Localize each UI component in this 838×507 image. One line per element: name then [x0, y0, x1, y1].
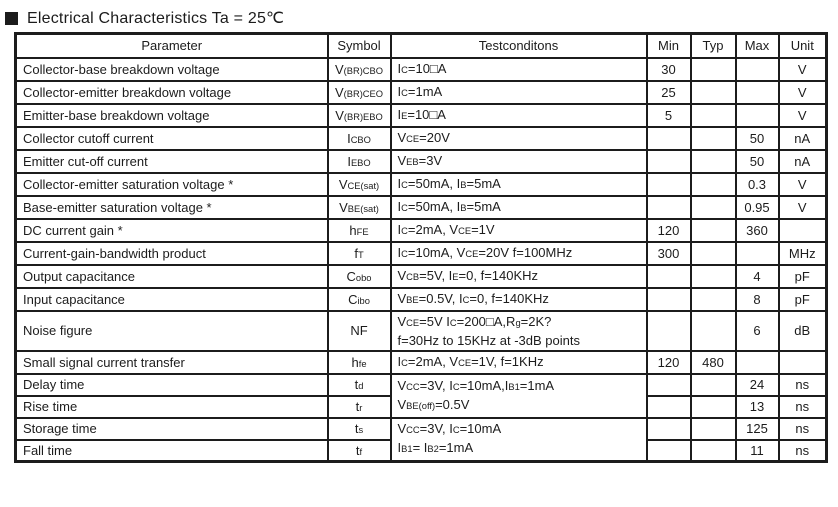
unit-cell: ns [779, 418, 827, 440]
max-cell [736, 104, 779, 127]
typ-cell [691, 374, 736, 396]
unit-cell: V [779, 173, 827, 196]
unit-cell: V [779, 196, 827, 219]
conditions-cell [391, 219, 647, 242]
conditions-cell [391, 173, 647, 196]
max-cell [736, 58, 779, 81]
max-cell: 0.95 [736, 196, 779, 219]
unit-cell: dB [779, 311, 827, 351]
table-row [16, 311, 827, 351]
condition-line: IC=2mA, VCE=1V [397, 221, 495, 237]
column-header-max: Max [736, 34, 779, 58]
condition-line: IC=10□A [397, 60, 447, 76]
typ-cell [691, 396, 736, 418]
electrical-characteristics-table [14, 32, 828, 463]
unit-cell: nA [779, 150, 827, 173]
subscript-text: (BR)CEO [343, 88, 384, 99]
subscript-text: obo [355, 272, 372, 283]
subscript-text: CE [406, 133, 420, 144]
symbol-cell: VBE(sat) [328, 196, 391, 219]
unit-cell: V [779, 104, 827, 127]
condition-line: IC=10mA, VCE=20V f=100MHz [397, 244, 573, 260]
subscript-text: B1 [401, 444, 413, 455]
conditions-cell [391, 127, 647, 150]
condition-line: VCE=20V [397, 129, 450, 145]
subscript-text: C [452, 381, 460, 392]
table-row [16, 81, 827, 104]
unit-cell: ns [779, 440, 827, 462]
min-cell: 5 [647, 104, 691, 127]
subscript-text: CE [465, 248, 479, 259]
conditions-cell [391, 311, 647, 351]
subscript-text: s [358, 425, 364, 435]
subscript-text: (BR)EBO [343, 111, 383, 122]
subscript-text: CE [458, 357, 472, 368]
unit-cell: ns [779, 396, 827, 418]
max-cell [736, 351, 779, 374]
condition-line: f=30Hz to 15KHz at -3dB points [397, 332, 580, 348]
condition-line: VBE(off)=0.5V [397, 396, 470, 412]
param-cell: Emitter cut-off current [16, 150, 328, 173]
conditions-cell [391, 196, 647, 219]
min-cell [647, 127, 691, 150]
condition-line: IC=1mA [397, 83, 443, 99]
table-row [16, 418, 827, 440]
param-cell: Collector-emitter saturation voltage * [16, 173, 328, 196]
subscript-text: EBO [350, 157, 371, 168]
max-cell [736, 242, 779, 265]
table-row [16, 242, 827, 265]
subscript-text: r [359, 403, 363, 413]
table-row [16, 150, 827, 173]
subscript-text: C [401, 87, 408, 98]
symbol-cell: VCE(sat) [328, 173, 391, 196]
subscript-text: d [358, 381, 364, 391]
conditions-cell [391, 265, 647, 288]
typ-cell [691, 219, 736, 242]
table-row [16, 58, 827, 81]
param-cell: Delay time [16, 374, 328, 396]
condition-line: IC=50mA, IB=5mA [397, 175, 501, 191]
typ-cell [691, 173, 736, 196]
table-row [16, 374, 827, 396]
min-cell [647, 396, 691, 418]
unit-cell: ns [779, 374, 827, 396]
section-bullet-icon [5, 12, 18, 25]
subscript-text: B [460, 202, 467, 213]
subscript-text: B1 [508, 381, 520, 392]
subscript-text: B [460, 179, 467, 190]
param-cell: Input capacitance [16, 288, 328, 311]
unit-cell: nA [779, 127, 827, 150]
param-cell: Storage time [16, 418, 328, 440]
symbol-cell: tf [328, 440, 391, 462]
condition-line: VEB=3V [397, 152, 443, 168]
symbol-cell: tr [328, 396, 391, 418]
min-cell: 120 [647, 351, 691, 374]
min-cell [647, 150, 691, 173]
table-row [16, 196, 827, 219]
subscript-text: ibo [357, 295, 370, 306]
typ-cell [691, 418, 736, 440]
table-row [16, 265, 827, 288]
symbol-cell: ICBO [328, 127, 391, 150]
param-cell: Emitter-base breakdown voltage [16, 104, 328, 127]
table-header [16, 34, 827, 58]
symbol-cell: td [328, 374, 391, 396]
typ-cell: 480 [691, 351, 736, 374]
max-cell: 0.3 [736, 173, 779, 196]
condition-line: VBE=0.5V, IC=0, f=140KHz [397, 290, 549, 306]
table-header-row [16, 34, 827, 58]
section-title-row [0, 0, 838, 29]
max-cell: 6 [736, 311, 779, 351]
min-cell [647, 196, 691, 219]
min-cell [647, 265, 691, 288]
param-cell: Collector-emitter breakdown voltage [16, 81, 328, 104]
conditions-cell [391, 351, 647, 374]
min-cell [647, 374, 691, 396]
column-header-typ: Typ [691, 34, 736, 58]
column-header-parameter: Parameter [16, 34, 328, 58]
condition-line: IC=2mA, VCE=1V, f=1KHz [397, 353, 544, 369]
subscript-text: C [449, 317, 457, 328]
symbol-cell: V(BR)EBO [328, 104, 391, 127]
subscript-text: B2 [427, 444, 439, 455]
condition-line: IE=10□A [397, 106, 446, 122]
param-cell: DC current gain * [16, 219, 328, 242]
subscript-text: C [462, 294, 470, 305]
condition-line: VCC=3V, IC=10mA [397, 421, 502, 437]
max-cell: 8 [736, 288, 779, 311]
page-title: Electrical Characteristics Ta = 25℃ [27, 10, 285, 27]
typ-cell [691, 440, 736, 462]
unit-cell: pF [779, 265, 827, 288]
subscript-text: C [401, 357, 408, 368]
symbol-cell: IEBO [328, 150, 391, 173]
symbol-cell: Cibo [328, 288, 391, 311]
column-header-testconditons: Testconditons [391, 34, 647, 58]
symbol-cell: Cobo [328, 265, 391, 288]
param-cell: Fall time [16, 440, 328, 462]
subscript-text: E [401, 110, 408, 121]
param-cell: Rise time [16, 396, 328, 418]
param-cell: Noise figure [16, 311, 328, 351]
subscript-text: CE [406, 317, 420, 328]
typ-cell [691, 311, 736, 351]
symbol-cell: ts [328, 418, 391, 440]
unit-cell: MHz [779, 242, 827, 265]
typ-cell [691, 196, 736, 219]
symbol-cell: hFE [328, 219, 391, 242]
typ-cell [691, 104, 736, 127]
subscript-text: f [359, 446, 363, 457]
param-cell: Output capacitance [16, 265, 328, 288]
param-cell: Small signal current transfer [16, 351, 328, 374]
max-cell: 24 [736, 374, 779, 396]
condition-line: VCB=5V, IE=0, f=140KHz [397, 267, 539, 283]
subscript-text: BE [406, 294, 419, 305]
min-cell: 25 [647, 81, 691, 104]
subscript-text: C [452, 425, 460, 436]
conditions-cell [391, 104, 647, 127]
unit-cell [779, 351, 827, 374]
table-row [16, 351, 827, 374]
min-cell [647, 288, 691, 311]
table-body [16, 58, 827, 462]
conditions-cell [391, 374, 647, 418]
subscript-text: CBO [350, 134, 371, 145]
min-cell [647, 311, 691, 351]
max-cell: 50 [736, 150, 779, 173]
subscript-text: C [401, 225, 408, 236]
typ-cell [691, 150, 736, 173]
column-header-min: Min [647, 34, 691, 58]
conditions-cell [391, 418, 647, 462]
subscript-text: CE [458, 225, 472, 236]
table-row [16, 288, 827, 311]
column-header-symbol: Symbol [328, 34, 391, 58]
symbol-cell: hfe [328, 351, 391, 374]
column-header-unit: Unit [779, 34, 827, 58]
unit-cell [779, 219, 827, 242]
min-cell: 300 [647, 242, 691, 265]
typ-cell [691, 127, 736, 150]
max-cell: 125 [736, 418, 779, 440]
condition-line: VCC=3V, IC=10mA,IB1=1mA [397, 377, 555, 393]
subscript-text: FE [356, 226, 369, 237]
condition-line: IC=50mA, IB=5mA [397, 198, 501, 214]
subscript-text: g [515, 317, 521, 328]
param-cell: Current-gain-bandwidth product [16, 242, 328, 265]
param-cell: Collector-base breakdown voltage [16, 58, 328, 81]
conditions-cell [391, 288, 647, 311]
symbol-cell: V(BR)CBO [328, 58, 391, 81]
table-row [16, 104, 827, 127]
subscript-text: CE(sat) [347, 180, 380, 191]
subscript-text: C [401, 248, 408, 259]
subscript-text: BE(sat) [347, 203, 379, 214]
table-row [16, 219, 827, 242]
typ-cell [691, 242, 736, 265]
conditions-cell [391, 81, 647, 104]
subscript-text: CC [406, 425, 420, 436]
max-cell: 50 [736, 127, 779, 150]
typ-cell [691, 58, 736, 81]
typ-cell [691, 288, 736, 311]
min-cell [647, 440, 691, 462]
conditions-cell [391, 242, 647, 265]
subscript-text: BE(off) [406, 400, 436, 411]
min-cell [647, 418, 691, 440]
param-cell: Collector cutoff current [16, 127, 328, 150]
subscript-text: E [452, 271, 459, 282]
unit-cell: V [779, 58, 827, 81]
max-cell: 4 [736, 265, 779, 288]
min-cell: 120 [647, 219, 691, 242]
subscript-text: C [401, 179, 408, 190]
subscript-text: (BR)CBO [343, 65, 384, 76]
subscript-text: CC [406, 381, 420, 392]
subscript-text: T [357, 249, 364, 260]
symbol-cell: V(BR)CEO [328, 81, 391, 104]
max-cell: 13 [736, 396, 779, 418]
subscript-text: C [401, 202, 408, 213]
subscript-text: EB [406, 156, 419, 167]
max-cell: 11 [736, 440, 779, 462]
subscript-text: CB [406, 271, 420, 282]
min-cell [647, 173, 691, 196]
unit-cell: V [779, 81, 827, 104]
typ-cell [691, 265, 736, 288]
table-row [16, 173, 827, 196]
condition-line: VCE=5V IC=200□A,Rg=2K? [397, 313, 552, 329]
subscript-text: C [401, 64, 408, 75]
max-cell: 360 [736, 219, 779, 242]
param-cell: Base-emitter saturation voltage * [16, 196, 328, 219]
unit-cell: pF [779, 288, 827, 311]
typ-cell [691, 81, 736, 104]
min-cell: 30 [647, 58, 691, 81]
table-row [16, 127, 827, 150]
subscript-text: fe [358, 358, 367, 369]
symbol-cell: fT [328, 242, 391, 265]
condition-line: IB1= IB2=1mA [397, 440, 474, 456]
conditions-cell [391, 150, 647, 173]
max-cell [736, 81, 779, 104]
conditions-cell [391, 58, 647, 81]
symbol-cell: NF [328, 311, 391, 351]
